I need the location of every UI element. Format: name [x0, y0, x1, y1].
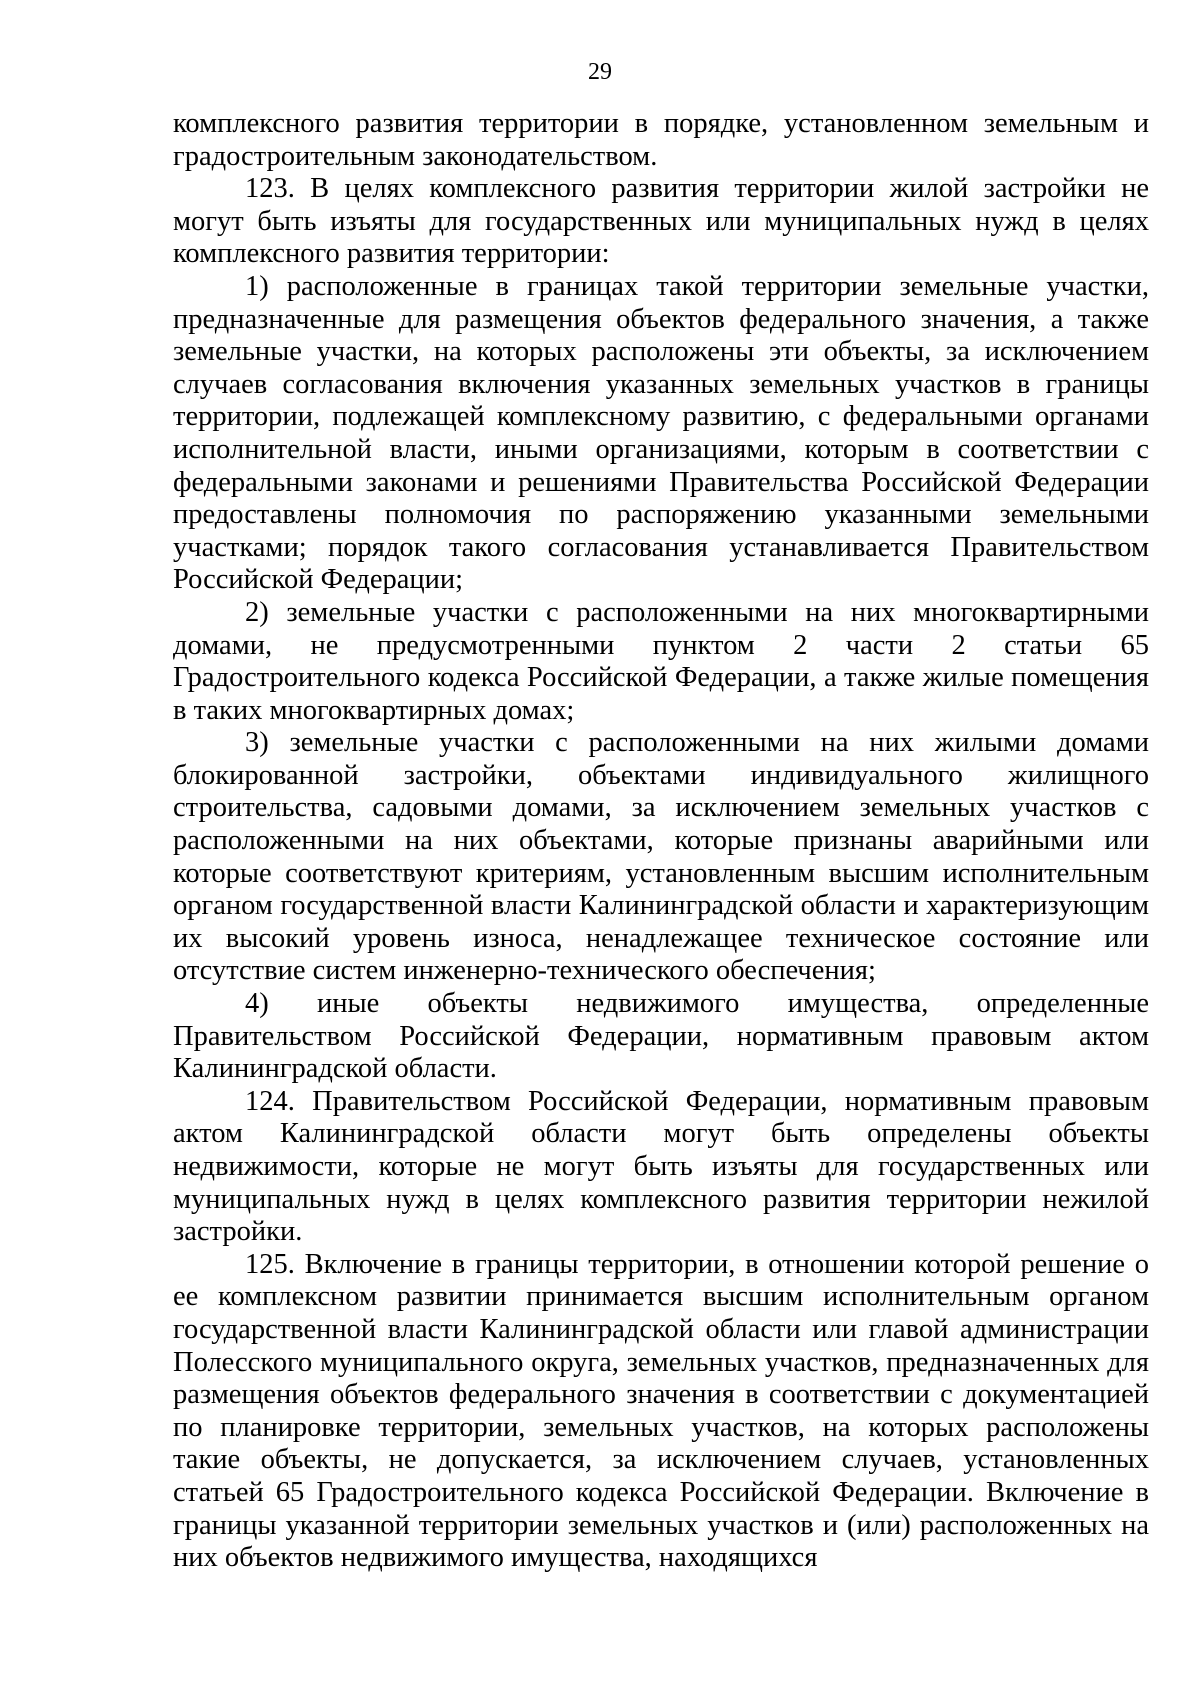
document-body	[173, 108, 1149, 1575]
paragraph-123: 123. В целях комплексного развития территории жилой застройки не могут быть изъяты для государственных или муниципальных нужд в целях комплексного развития территории:	[173, 173, 1149, 270]
page-number: 29	[588, 59, 612, 85]
paragraph-123-item-1: 1) расположенные в границах такой территории земельные участки, предназначенные для размещения объектов федерального значения, а также земельные участки, на которых расположены эти объекты, за исключением случаев согласования включения указанных земельных участков в границы территории, подлежащей комплексному развитию, с федеральными органами исполнительной власти, иными организациями, которым в соответствии с федеральными законами и решениями Правительства Российской Федерации предоставлены полномочия по распоряжению указанными земельными участками; порядок такого согласования устанавливается Правительством Российской Федерации;	[173, 270, 1149, 596]
paragraph-123-item-3: 3) земельные участки с расположенными на них жилыми домами блокированной застройки, объектами индивидуального жилищного строительства, садовыми домами, за исключением земельных участков с расположенными на них объектами, которые признаны аварийными или которые соответствуют критериям, установленным высшим исполнительным органом государственной власти Калининградской области и характеризующим их высокий уровень износа, ненадлежащее техническое состояние или отсутствие систем инженерно-технического обеспечения;	[173, 727, 1149, 987]
paragraph-123-item-2: 2) земельные участки с расположенными на них многоквартирными домами, не предусмотренными пунктом 2 части 2 статьи 65 Градостроительного кодекса Российской Федерации, а также жилые помещения в таких многоквартирных домах;	[173, 596, 1149, 726]
paragraph-124: 124. Правительством Российской Федерации, нормативным правовым актом Калининградской области могут быть определены объекты недвижимости, которые не могут быть изъяты для государственных или муниципальных нужд в целях комплексного развития территории нежилой застройки.	[173, 1085, 1149, 1248]
paragraph-123-item-4: 4) иные объекты недвижимого имущества, определенные Правительством Российской Федерации, нормативным правовым актом Калининградской области.	[173, 988, 1149, 1085]
paragraph-continuation: комплексного развития территории в порядке, установленном земельным и градостроительным законодательством.	[173, 108, 1149, 172]
paragraph-125: 125. Включение в границы территории, в отношении которой решение о ее комплексном развитии принимается высшим исполнительным органом государственной власти Калининградской области или главой администрации Полесского муниципального округа, земельных участков, предназначенных для размещения объектов федерального значения в соответствии с документацией по планировке территории, земельных участков, на которых расположены такие объекты, не допускается, за исключением случаев, установленных статьей 65 Градостроительного кодекса Российской Федерации. Включение в границы указанной территории земельных участков и (или) расположенных на них объектов недвижимого имущества, находящихся	[173, 1248, 1149, 1574]
